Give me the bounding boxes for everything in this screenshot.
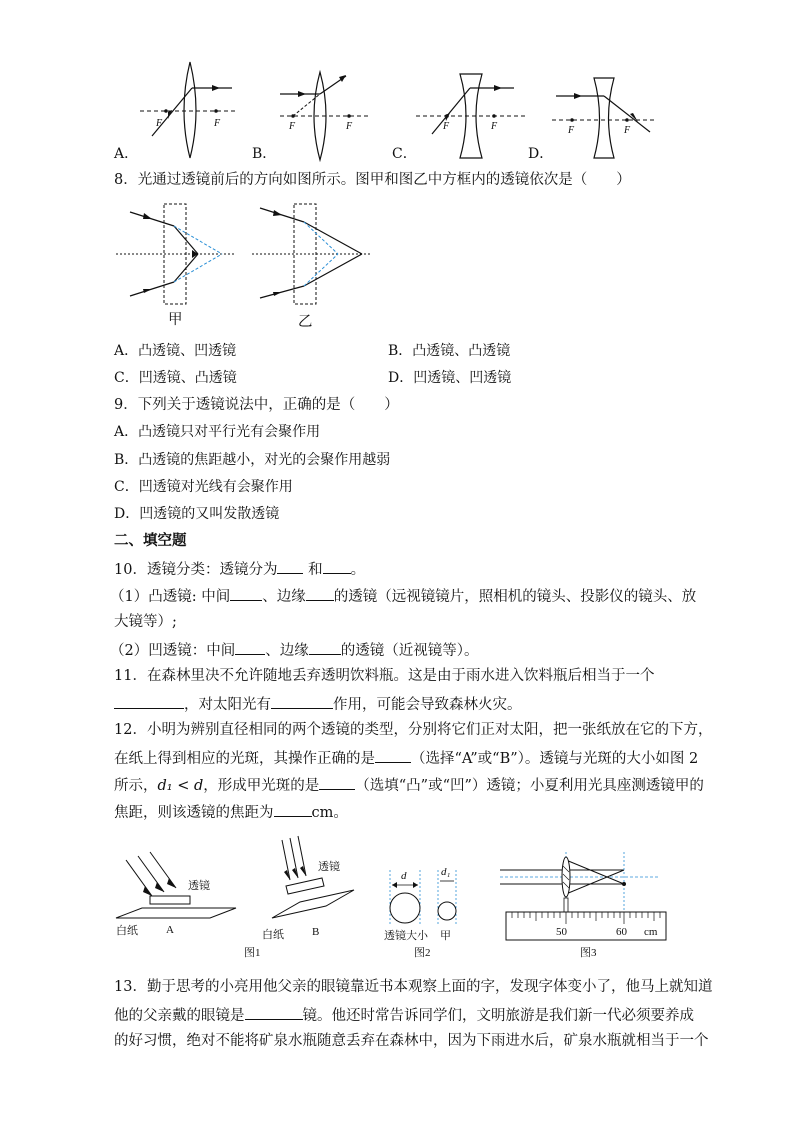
- answer-blank[interactable]: [245, 1004, 303, 1020]
- fig2-caption: 图2: [414, 947, 431, 959]
- q7-option-b[interactable]: B．: [252, 146, 277, 162]
- fig2-size-label: 透镜大小: [384, 930, 428, 942]
- q10-line-3: 大镜等）;: [114, 614, 177, 630]
- q10-text: 、边缘: [262, 589, 306, 605]
- fig1-caption: 图1: [244, 947, 261, 959]
- q8-fig-label-jia: 甲: [168, 312, 183, 328]
- q13-line-3: 的好习惯，绝对不能将矿泉水瓶随意丢弃在森林中，因为下雨进水后，矿泉水瓶就相当于一个: [114, 1033, 709, 1049]
- ruler-tick-60: 60: [616, 926, 627, 938]
- q11-text: ，对太阳光有: [184, 697, 271, 713]
- q12-text: 焦距，则该透镜的焦距为: [114, 805, 274, 821]
- focus-label: F: [443, 121, 450, 132]
- q13-text: 镜。他还时常告诉同学们，文明旅游是我们新一代必须要养成: [302, 1008, 694, 1024]
- q7-option-a[interactable]: A．: [114, 146, 139, 162]
- q10-text: 的透镜（远视镜镜片，照相机的镜头、投影仪的镜头、放: [333, 589, 697, 605]
- focus-label: F: [289, 121, 296, 132]
- q12-text: （选填“凸”或“凹”）透镜；小夏利用光具座测透镜甲的: [355, 778, 704, 794]
- q12-text: （选择“A”或“B”）。透镜与光斑的大小如图 2: [411, 751, 699, 767]
- q9-option-c[interactable]: C．凹透镜对光线有会聚作用: [114, 479, 293, 495]
- q8-option-b[interactable]: B．凸透镜、凸透镜: [388, 343, 511, 359]
- q12-text: cm。: [311, 805, 348, 821]
- q8-option-d[interactable]: D．凹透镜、凹透镜: [388, 370, 512, 386]
- q9-option-a[interactable]: A．凸透镜只对平行光有会聚作用: [114, 424, 321, 440]
- q10-text: 和: [308, 562, 323, 578]
- q9-option-b[interactable]: B．凸透镜的焦距越小，对光的会聚作用越弱: [114, 452, 391, 468]
- focus-label: F: [624, 125, 631, 136]
- q13-line-2: [114, 1004, 694, 1026]
- ruler-tick-50: 50: [556, 926, 567, 938]
- q12-inequality: d₁ < d: [157, 778, 204, 794]
- q9-option-d[interactable]: D．凹透镜的又叫发散透镜: [114, 506, 280, 522]
- q13-line-1: 13．勤于思考的小亮用他父亲的眼镜靠近书本观察上面的字，发现字体变小了，他马上就知道: [114, 979, 713, 995]
- q10-text: 的透镜（近视镜等）。: [340, 643, 479, 659]
- q12-text: ，形成甲光斑的是: [203, 778, 320, 794]
- focus-label: F: [346, 121, 353, 132]
- q7-option-d[interactable]: D．: [528, 146, 554, 162]
- fig1-paper-label-b: 白纸: [262, 929, 284, 941]
- q13-text: 他的父亲戴的眼镜是: [114, 1008, 245, 1024]
- fig2-d1-label: d₁: [441, 866, 451, 878]
- q8-fig-label-yi: 乙: [298, 314, 313, 330]
- fig1-label-a: A: [166, 924, 174, 936]
- fig1-label-b: B: [312, 926, 320, 938]
- fig1-lens-label-a: 透镜: [188, 880, 210, 892]
- focus-label: F: [568, 125, 575, 136]
- ruler-unit: cm: [644, 926, 658, 938]
- q8-option-c[interactable]: C．凹透镜、凸透镜: [114, 370, 237, 386]
- q8-stem: 8．光通过透镜前后的方向如图所示。图甲和图乙中方框内的透镜依次是（ ）: [114, 172, 631, 188]
- focus-label: F: [156, 118, 163, 129]
- q12-line-1: 12．小明为辨别直径相同的两个透镜的类型，分别将它们正对太阳，把一张纸放在它的下方，: [114, 722, 713, 738]
- fig1-paper-label-a: 白纸: [116, 925, 138, 937]
- fig1-lens-label-b: 透镜: [318, 861, 340, 873]
- q10-text: （2）凹透镜：中间: [110, 643, 236, 659]
- q10-text: （1）凸透镜: 中间: [110, 589, 231, 605]
- fig2-jia-label: 甲: [440, 930, 451, 942]
- q8-option-a[interactable]: A．凸透镜、凹透镜: [114, 343, 237, 359]
- q12-text: 在纸上得到相应的光斑，其操作正确的是: [114, 751, 375, 767]
- q7-option-c[interactable]: C．: [392, 146, 417, 162]
- q9-stem: 9．下列关于透镜说法中，正确的是（ ）: [114, 397, 399, 413]
- focus-label: F: [491, 121, 498, 132]
- fig3-caption: 图3: [580, 947, 597, 959]
- q10-text: 10．透镜分类：透镜分为: [114, 562, 278, 578]
- fig2-d-label: d: [401, 870, 407, 882]
- q11-text: 作用，可能会导致森林火灾。: [333, 697, 522, 713]
- section-heading: 二、填空题: [114, 532, 187, 549]
- q11-line-1: 11．在森林里决不允许随地丢弃透明饮料瓶。这是由于雨水进入饮料瓶后相当于一个: [114, 668, 655, 684]
- q12-text: 所示，: [114, 778, 158, 794]
- q10-text: 、边缘: [265, 643, 309, 659]
- focus-label: F: [214, 118, 221, 129]
- q10-text: 。: [350, 562, 366, 578]
